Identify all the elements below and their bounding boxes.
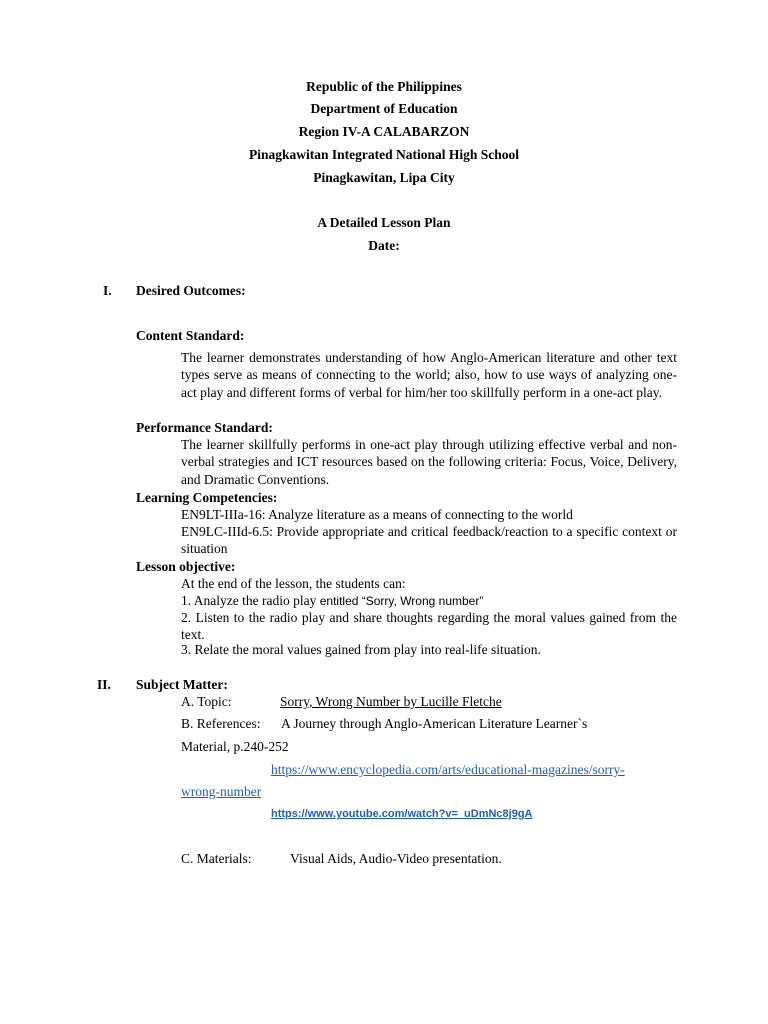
encyclopedia-link-continued[interactable]: wrong-number xyxy=(181,784,262,799)
topic-label: A. Topic: xyxy=(181,694,232,709)
references-value: A Journey through Anglo-American Literature Learner`s xyxy=(281,716,588,731)
section1-numeral: I. xyxy=(103,283,112,298)
header-republic: Republic of the Philippines xyxy=(306,79,462,94)
lesson-objective-1 xyxy=(181,592,677,610)
materials-value: Visual Aids, Audio-Video presentation. xyxy=(290,851,502,866)
section1-heading: Desired Outcomes: xyxy=(136,283,246,298)
performance-standard-text: The learner skillfully performs in one-act play through utilizing effective verbal and non-verbal strategies and ICT resources based on the following criteria: Focus, Voice, Delivery, and Dramatic Conventions. xyxy=(181,437,677,487)
section2-heading: Subject Matter: xyxy=(136,677,228,692)
encyclopedia-link[interactable]: https://www.encyclopedia.com/arts/educational-magazines/sorry- xyxy=(271,762,625,777)
lesson-objective-intro: At the end of the lesson, the students can: xyxy=(181,576,406,591)
competency-item-2: EN9LC-IIId-6.5: Provide appropriate and critical feedback/reaction to a specific context or situation xyxy=(181,524,677,557)
content-standard-text: The learner demonstrates understanding of how Anglo-American literature and other text types serve as means of connecting to the world; also, how to use ways of analyzing one-act play and different forms of verbal for him/her too skillfully perform in a one-act play. xyxy=(181,350,677,400)
header-department: Department of Education xyxy=(310,101,458,116)
references-label: B. References: xyxy=(181,716,261,731)
lesson-objective-heading: Lesson objective: xyxy=(136,559,236,574)
section2-numeral: II. xyxy=(97,677,111,692)
lesson-objective-2: 2. Listen to the radio play and share thoughts regarding the moral values gained from the text. xyxy=(181,610,677,643)
youtube-link[interactable]: https://www.youtube.com/watch?v=_uDmNc8j9gA xyxy=(271,808,533,820)
header-region: Region IV-A CALABARZON xyxy=(298,124,470,139)
topic-value: Sorry, Wrong Number by Lucille Fletche xyxy=(280,694,502,709)
performance-standard-heading: Performance Standard: xyxy=(136,420,273,435)
materials-label: C. Materials: xyxy=(181,851,252,866)
content-standard-heading: Content Standard: xyxy=(136,328,245,343)
lesson-objective-3: 3. Relate the moral values gained from play into real-life situation. xyxy=(181,642,541,657)
references-continued: Material, p.240-252 xyxy=(181,739,289,754)
plan-title: A Detailed Lesson Plan xyxy=(317,215,451,230)
header-school: Pinagkawitan Integrated National High School xyxy=(248,147,520,162)
plan-date-label: Date: xyxy=(368,238,400,253)
competency-item-1: EN9LT-IIIa-16: Analyze literature as a means of connecting to the world xyxy=(181,507,573,522)
objective-1-prefix: 1. Analyze the radio play xyxy=(181,593,320,608)
objective-1-title: entitled “Sorry, Wrong number” xyxy=(319,594,484,608)
learning-competencies-heading: Learning Competencies: xyxy=(136,490,278,505)
header-location: Pinagkawitan, Lipa City xyxy=(313,170,455,185)
